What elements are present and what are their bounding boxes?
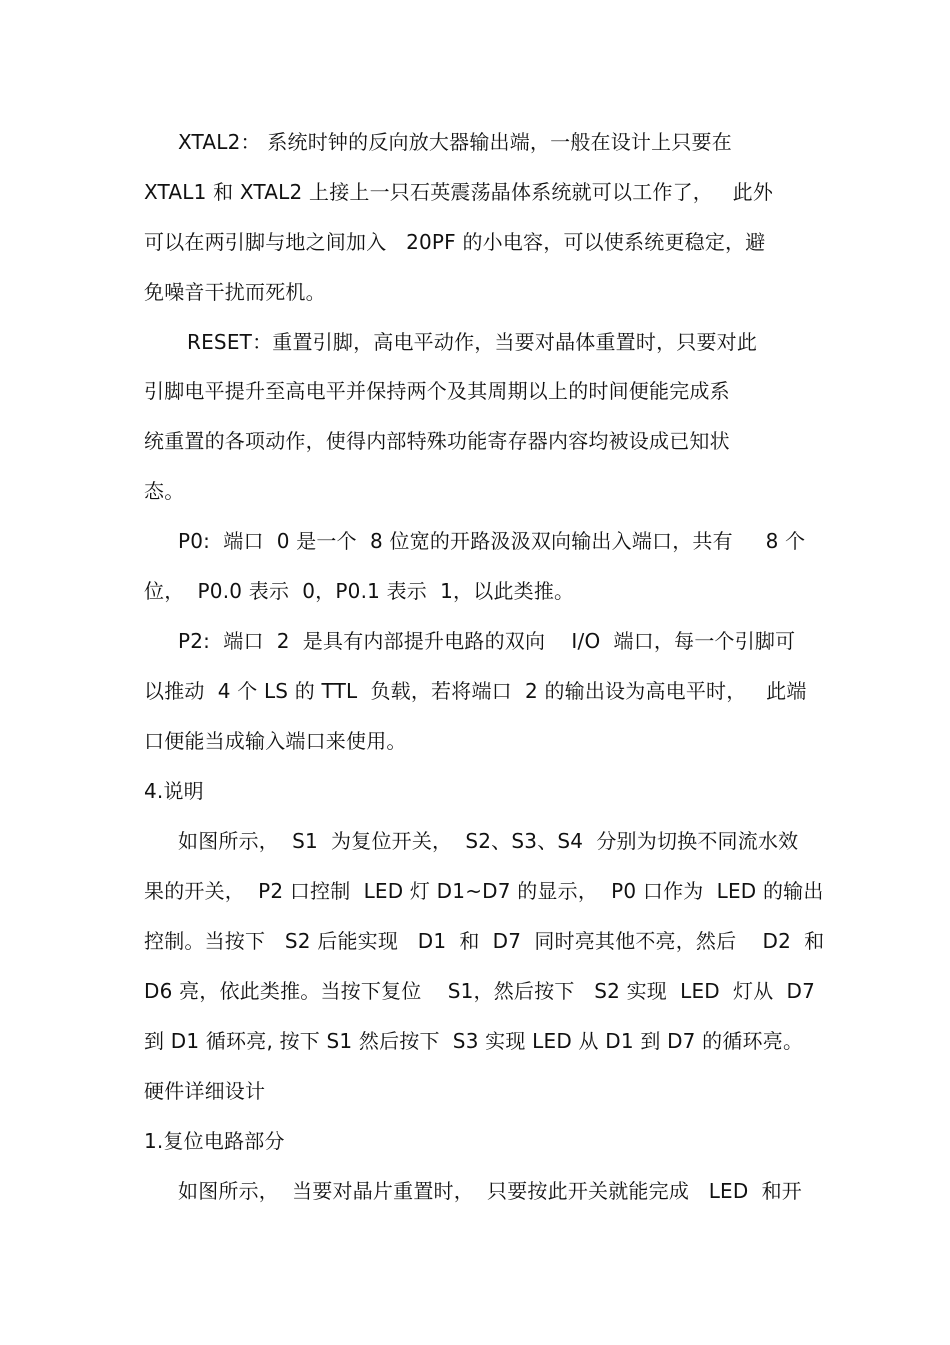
paragraph-xtal2-line-1: XTAL2： 系统时钟的反向放大器输出端，一般在设计上只要在 [178,130,732,154]
paragraph-p2-line-2: 以推动 4 个 LS 的 TTL 负载，若将端口 2 的输出设为高电平时， 此端 [144,679,807,703]
paragraph-p0-line-2: 位， P0.0 表示 0，P0.1 表示 1，以此类推。 [144,579,575,603]
paragraph-description-line-1: 如图所示， S1 为复位开关， S2、S3、S4 分别为切换不同流水效 [178,829,799,853]
paragraph-description-line-2: 果的开关， P2 口控制 LED 灯 D1~D7 的显示， P0 口作为 LED 的输出 [144,879,824,903]
paragraph-description-line-4: D6 亮，依此类推。当按下复位 S1，然后按下 S2 实现 LED 灯从 D7 [144,979,816,1003]
paragraph-reset-line-4: 态。 [144,479,185,503]
paragraph-reset-line-3: 统重置的各项动作，使得内部特殊功能寄存器内容均被设成已知状 [144,429,730,453]
paragraph-p2-line-3: 口便能当成输入端口来使用。 [144,729,407,753]
paragraph-description-line-5: 到 D1 循环亮, 按下 S1 然后按下 S3 实现 LED 从 D1 到 D7 的循环亮。 [144,1029,804,1053]
section-heading-hardware-design: 硬件详细设计 [144,1079,266,1103]
paragraph-p0-line-1: P0: 端口 0 是一个 8 位宽的开路汲汲双向输出入端口，共有 8 个 [178,529,806,553]
paragraph-xtal2-line-4: 免噪音干扰而死机。 [144,280,326,304]
paragraph-reset-line-1: RESET：重置引脚，高电平动作，当要对晶体重置时，只要对此 [187,330,758,354]
paragraph-description-line-3: 控制。当按下 S2 后能实现 D1 和 D7 同时亮其他不亮，然后 D2 和 [144,929,825,953]
section-heading-reset-circuit: 1.复位电路部分 [144,1129,285,1153]
paragraph-reset-line-2: 引脚电平提升至高电平并保持两个及其周期以上的时间便能完成系 [144,379,730,403]
section-heading-4: 4.说明 [144,779,204,803]
paragraph-xtal2-line-3: 可以在两引脚与地之间加入 20PF 的小电容，可以使系统更稳定，避 [144,230,766,254]
paragraph-xtal2-line-2: XTAL1 和 XTAL2 上接上一只石英震荡晶体系统就可以工作了， 此外 [144,180,774,204]
paragraph-reset-circuit-line-1: 如图所示， 当要对晶片重置时， 只要按此开关就能完成 LED 和开 [178,1179,802,1203]
paragraph-p2-line-1: P2: 端口 2 是具有内部提升电路的双向 I/O 端口，每一个引脚可 [178,629,796,653]
